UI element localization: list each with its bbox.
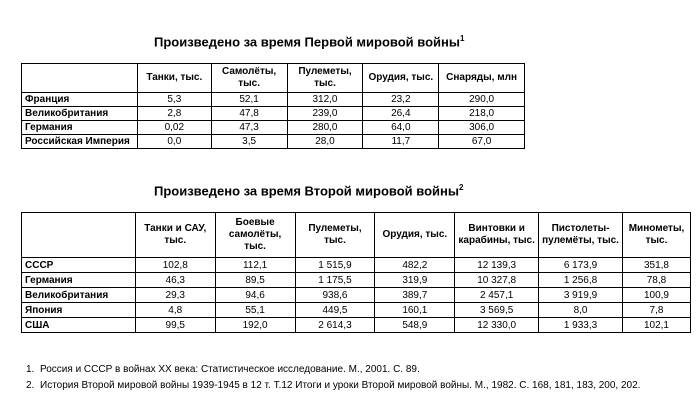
column-header: Винтовки и карабины, тыс. <box>455 213 539 258</box>
row-label: Великобритания <box>22 288 136 303</box>
table-cell: 3,5 <box>211 135 287 149</box>
table-cell: 192,0 <box>215 318 295 333</box>
table-cell: 449,5 <box>295 303 375 318</box>
table-cell: 3 569,5 <box>455 303 539 318</box>
table-cell: 312,0 <box>287 93 363 107</box>
table-header-row <box>22 213 691 258</box>
table-header-row <box>22 64 525 93</box>
column-header: Орудия, тыс. <box>363 64 439 93</box>
table-cell: 1 175,5 <box>295 273 375 288</box>
column-header: Орудия, тыс. <box>375 213 455 258</box>
footnote-text: История Второй мировой войны 1939-1945 в 12 т. Т.12 Итоги и уроки Второй мировой войны. М., 1982. С. 168, 181, 183, 200, 202. <box>40 380 641 391</box>
table-cell: 3 919,9 <box>539 288 623 303</box>
table-cell: 47,8 <box>211 107 287 121</box>
column-header: Самолёты, тыс. <box>211 64 287 93</box>
table-cell: 67,0 <box>439 135 525 149</box>
table-cell: 47,3 <box>211 121 287 135</box>
footnote-item <box>26 378 640 394</box>
table-row <box>22 303 691 318</box>
row-label: Российская Империя <box>22 135 138 149</box>
row-label: Германия <box>22 121 138 135</box>
footnote-number: 2. <box>26 380 35 391</box>
column-header: Танки, тыс. <box>137 64 211 93</box>
corner-cell <box>22 213 136 258</box>
column-header: Танки и САУ, тыс. <box>135 213 215 258</box>
table-cell: 102,8 <box>135 258 215 273</box>
row-label: СССР <box>22 258 136 273</box>
row-label: Франция <box>22 93 138 107</box>
column-header: Пулеметы, тыс. <box>287 64 363 93</box>
table-cell: 112,1 <box>215 258 295 273</box>
table-cell: 46,3 <box>135 273 215 288</box>
table-cell: 2,8 <box>137 107 211 121</box>
column-header: Минометы, тыс. <box>622 213 690 258</box>
column-header: Пулеметы, тыс. <box>295 213 375 258</box>
table2-title-text: Произведено за время Второй мировой войны <box>154 183 459 199</box>
table-cell: 290,0 <box>439 93 525 107</box>
table-cell: 2 457,1 <box>455 288 539 303</box>
table-cell: 64,0 <box>363 121 439 135</box>
table-cell: 10 327,8 <box>455 273 539 288</box>
table2-title-ref: 2 <box>458 183 464 192</box>
table-cell: 0,0 <box>137 135 211 149</box>
table-cell: 55,1 <box>215 303 295 318</box>
table-cell: 0,02 <box>137 121 211 135</box>
table-cell: 12 139,3 <box>455 258 539 273</box>
table-cell: 1 515,9 <box>295 258 375 273</box>
table-cell: 78,8 <box>622 273 690 288</box>
table-cell: 28,0 <box>287 135 363 149</box>
row-label: Германия <box>22 273 136 288</box>
table-row <box>22 107 525 121</box>
table-cell: 23,2 <box>363 93 439 107</box>
table-cell: 8,0 <box>539 303 623 318</box>
table-cell: 482,2 <box>375 258 455 273</box>
table-row <box>22 93 525 107</box>
table-row <box>22 121 525 135</box>
table-cell: 99,5 <box>135 318 215 333</box>
table-cell: 306,0 <box>439 121 525 135</box>
table-cell: 389,7 <box>375 288 455 303</box>
table-cell: 7,8 <box>622 303 690 318</box>
table-row <box>22 288 691 303</box>
row-label: Япония <box>22 303 136 318</box>
table-row <box>22 273 691 288</box>
table1-title <box>154 34 464 49</box>
table-cell: 5,3 <box>137 93 211 107</box>
table-cell: 280,0 <box>287 121 363 135</box>
table-cell: 26,4 <box>363 107 439 121</box>
column-header: Боевые самолёты, тыс. <box>215 213 295 258</box>
table-row <box>22 258 691 273</box>
corner-cell <box>22 64 138 93</box>
table-row <box>22 318 691 333</box>
table-cell: 1 256,8 <box>539 273 623 288</box>
table-cell: 160,1 <box>375 303 455 318</box>
table-cell: 102,1 <box>622 318 690 333</box>
row-label: Великобритания <box>22 107 138 121</box>
table-cell: 351,8 <box>622 258 690 273</box>
ww1-production-table <box>21 63 525 149</box>
table-cell: 319,9 <box>375 273 455 288</box>
footnote-text: Россия и СССР в войнах XX века: Статистическое исследование. М., 2001. С. 89. <box>40 364 420 375</box>
footnote-item <box>26 362 640 378</box>
column-header: Снаряды, млн <box>439 64 525 93</box>
table1-title-ref: 1 <box>460 34 465 43</box>
table-cell: 6 173,9 <box>539 258 623 273</box>
table-cell: 1 933,3 <box>539 318 623 333</box>
table-cell: 89,5 <box>215 273 295 288</box>
table-cell: 4,8 <box>135 303 215 318</box>
table-cell: 11,7 <box>363 135 439 149</box>
footnote-number: 1. <box>26 364 35 375</box>
table-cell: 239,0 <box>287 107 363 121</box>
table-cell: 94,6 <box>215 288 295 303</box>
row-label: США <box>22 318 136 333</box>
table-row <box>22 135 525 149</box>
table2-title <box>154 183 463 198</box>
table-cell: 218,0 <box>439 107 525 121</box>
table1-title-text: Произведено за время Первой мировой войны <box>154 34 460 50</box>
table-cell: 100,9 <box>622 288 690 303</box>
footnotes <box>26 362 640 394</box>
table-cell: 938,6 <box>295 288 375 303</box>
table-cell: 29,3 <box>135 288 215 303</box>
table-cell: 2 614,3 <box>295 318 375 333</box>
table-cell: 52,1 <box>211 93 287 107</box>
column-header: Пистолеты-пулемёты, тыс. <box>539 213 623 258</box>
table-cell: 548,9 <box>375 318 455 333</box>
ww2-production-table <box>21 212 691 333</box>
table-cell: 12 330,0 <box>455 318 539 333</box>
